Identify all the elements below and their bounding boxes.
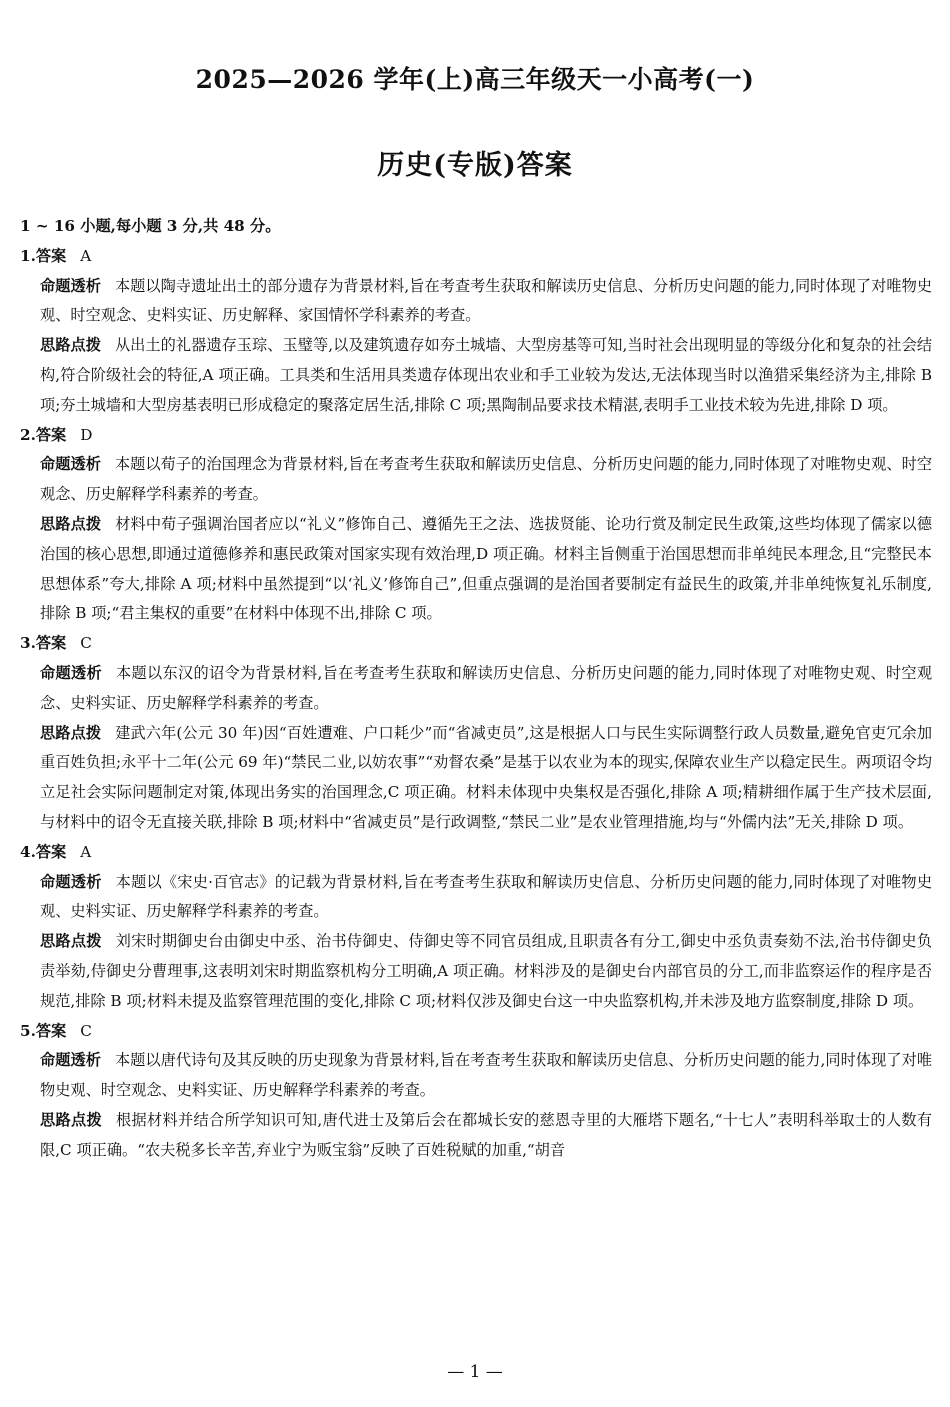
answer-label: 答案 (35, 425, 67, 444)
question-block (20, 838, 932, 1017)
answer-letter: C (80, 634, 92, 653)
analysis-label: 命题透析 (40, 872, 102, 891)
analysis-text: 本题以陶寺遗址出土的部分遗存为背景材料,旨在考查考生获取和解读历史信息、分析历史问题的能力,同时体现了对唯物史观、时空观念、史料实证、历史解释、家国情怀学科素养的考查。 (40, 276, 933, 325)
question-number: 1. (20, 246, 36, 265)
thinking-paragraph (20, 927, 932, 1016)
thinking-text: 根据材料并结合所学知识可知,唐代进士及第后会在都城长安的慈恩寺里的大雁塔下题名,“十七人”表明科举取士的人数有限,C 项正确。“农夫税多长辛苦,弃业宁为贩宝翁”反映了百姓税赋的加重,“胡音 (40, 1110, 933, 1159)
answer-letter: D (80, 425, 93, 444)
answer-letter: A (80, 842, 92, 861)
analysis-text: 本题以东汉的诏令为背景材料,旨在考查考生获取和解读历史信息、分析历史问题的能力,同时体现了对唯物史观、时空观念、史料实证、历史解释学科素养的考查。 (40, 663, 933, 712)
question-header (20, 1017, 932, 1047)
question-number: 5. (20, 1021, 36, 1040)
analysis-paragraph (20, 868, 932, 928)
page-subtitle: 历史(专版)答案 (377, 150, 573, 181)
analysis-paragraph (20, 1046, 932, 1106)
analysis-label: 命题透析 (40, 1051, 101, 1070)
thinking-paragraph (20, 510, 932, 629)
analysis-text: 本题以《宋史·百官志》的记载为背景材料,旨在考查考生获取和解读历史信息、分析历史问题的能力,同时体现了对唯物史观、史料实证、历史解释学科素养的考查。 (40, 872, 933, 921)
answer-label: 答案 (35, 634, 67, 653)
thinking-paragraph (20, 331, 932, 420)
thinking-paragraph (20, 719, 932, 838)
question-number: 2. (20, 425, 36, 444)
answer-label: 答案 (35, 1021, 67, 1040)
question-number: 3. (20, 634, 36, 653)
thinking-text: 材料中荀子强调治国者应以“礼义”修饰自己、遵循先王之法、选拔贤能、论功行赏及制定民生政策,这些均体现了儒家以德治国的核心思想,即通过道德修养和惠民政策对国家实现有效治理,D 项正确。材料主旨侧重于治国思想而非单纯民本理念,且“完整民本思想体系”夸大,排除 A 项;材料中虽然提到“以‘礼义’修饰自己”,但重点强调的是治国者要制定有益民生的政策,并非单纯恢复礼乐制度,排除 B 项;“君主集权的重要”在材料中体现不出,排除 C 项。 (40, 514, 933, 623)
analysis-label: 命题透析 (40, 276, 101, 295)
thinking-text: 刘宋时期御史台由御史中丞、治书侍御史、侍御史等不同官员组成,且职责各有分工,御史中丞负责奏劾不法,治书侍御史负责举劾,侍御史分曹理事,这表明刘宋时期监察机构分工明确,A 项正确。材料涉及的是御史台内部官员的分工,而非监察运作的程序是否规范,排除 B 项;材料未提及监察管理范围的变化,排除 C 项;材料仅涉及御史台这一中央监察机构,并未涉及地方监察制度,排除 D 项。 (40, 932, 933, 1010)
question-block (20, 421, 932, 630)
answer-content (20, 212, 932, 1166)
answer-label: 答案 (35, 246, 67, 265)
question-header (20, 242, 932, 272)
question-block (20, 1017, 932, 1166)
thinking-text: 建武六年(公元 30 年)因“百姓遭难、户口耗少”而“省减吏员”,这是根据人口与民生实际调整行政人员数量,避免官吏冗余加重百姓负担;永平十二年(公元 69 年)“禁民二业,以妨农事”“劝督农桑”是基于以农业为本的现实,保障农业生产以稳定民生。两项诏令均立足社会实际问题制定对策,体现出务实的治国理念,C 项正确。材料未体现中央集权是否强化,排除 A 项;精耕细作属于生产技术层面,与材料中的诏令无直接关联,排除 B 项;材料中“省减吏员”是行政调整,“禁民二业”是农业管理措施,均与“外儒内法”无关,排除 D 项。 (40, 723, 933, 831)
thinking-paragraph (20, 1106, 932, 1166)
analysis-paragraph (20, 272, 932, 332)
question-header (20, 421, 932, 451)
question-header (20, 838, 932, 868)
thinking-label: 思路点拨 (40, 932, 102, 951)
question-header (20, 629, 932, 659)
answer-letter: C (80, 1021, 92, 1040)
analysis-paragraph (20, 659, 932, 719)
thinking-text: 从出土的礼器遗存玉琮、玉璧等,以及建筑遗存如夯土城墙、大型房基等可知,当时社会出现明显的等级分化和复杂的社会结构,符合阶级社会的特征,A 项正确。工具类和生活用具类遗存体现出农业和手工业较为发达,无法体现当时以渔猎采集经济为主,排除 B 项;夯土城墙和大型房基表明已形成稳定的聚落定居生活,排除 C 项;黑陶制品要求技术精湛,表明手工业技术较为先进,排除 D 项。 (40, 336, 933, 414)
analysis-label: 命题透析 (40, 663, 103, 682)
page-title: 2025—2026 学年(上)高三年级天一小高考(一) (195, 65, 755, 94)
answer-letter: A (80, 246, 92, 265)
answer-label: 答案 (35, 842, 67, 861)
page-number: — 1 — (447, 1362, 503, 1382)
thinking-label: 思路点拨 (40, 514, 102, 533)
question-block (20, 242, 932, 421)
scoring-intro: 1 ~ 16 小题,每小题 3 分,共 48 分。 (20, 217, 281, 235)
thinking-label: 思路点拨 (40, 1110, 102, 1129)
thinking-label: 思路点拨 (40, 336, 101, 355)
analysis-paragraph (20, 450, 932, 510)
question-number: 4. (20, 842, 36, 861)
analysis-text: 本题以荀子的治国理念为背景材料,旨在考查考生获取和解读历史信息、分析历史问题的能力,同时体现了对唯物史观、时空观念、历史解释学科素养的考查。 (40, 455, 933, 504)
analysis-label: 命题透析 (40, 455, 101, 474)
analysis-text: 本题以唐代诗句及其反映的历史现象为背景材料,旨在考查考生获取和解读历史信息、分析历史问题的能力,同时体现了对唯物史观、时空观念、史料实证、历史解释学科素养的考查。 (40, 1051, 933, 1100)
question-block (20, 629, 932, 838)
thinking-label: 思路点拨 (40, 723, 102, 742)
